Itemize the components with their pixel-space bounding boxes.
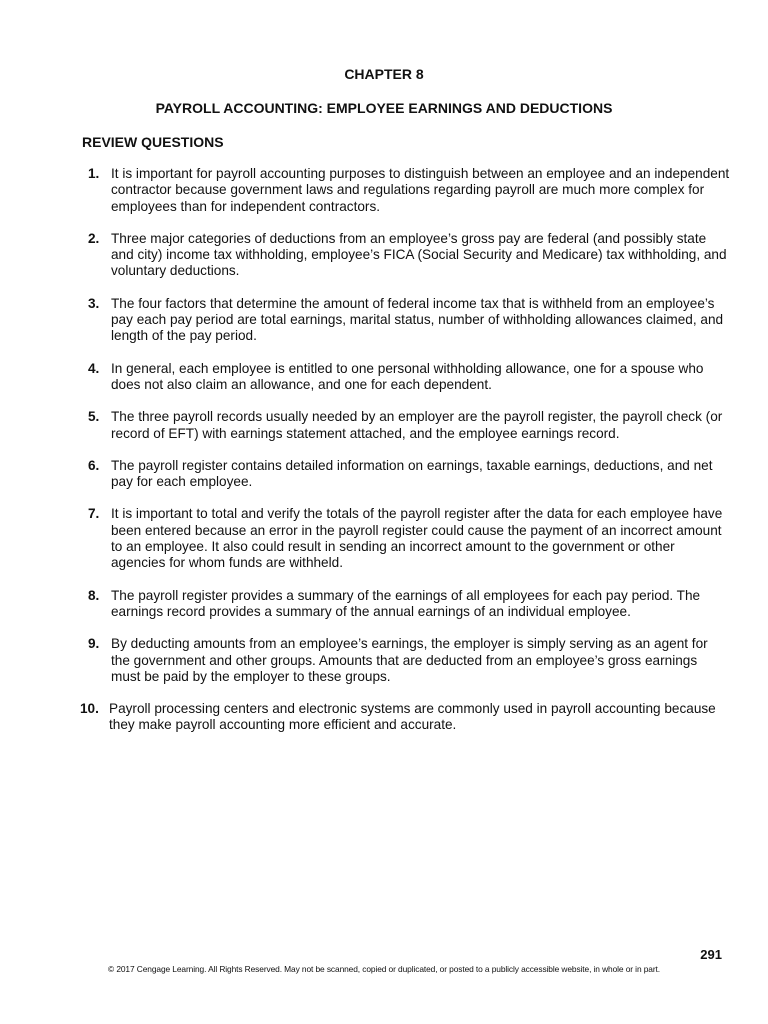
page-title: PAYROLL ACCOUNTING: EMPLOYEE EARNINGS AND DEDUCTIONS: [155, 100, 613, 116]
question-text: The four factors that determine the amount of federal income tax that is withheld from an employee’s pay each pay period are total earnings, marital status, number of withholding allowances claimed, and length of the pay period.: [111, 295, 724, 344]
question-text: It is important for payroll accounting purposes to distinguish between an employee and an independent contractor because government laws and regulations regarding payroll are much more complex for employees than for independent contractors.: [111, 166, 730, 214]
review-questions-list: [80, 166, 730, 750]
section-heading: REVIEW QUESTIONS: [82, 134, 224, 150]
question-text: In general, each employee is entitled to one personal withholding allowance, one for a spouse who does not also claim an allowance, and one for each dependent.: [111, 360, 704, 392]
question-text: The payroll register provides a summary of the earnings of all employees for each pay period. The earnings record provides a summary of the annual earnings of an individual employee.: [111, 587, 701, 619]
question-text: The three payroll records usually needed by an employer are the payroll register, the payroll check (or record of EFT) with earnings statement attached, and the employee earnings record.: [111, 409, 723, 441]
chapter-heading: CHAPTER 8: [344, 66, 424, 82]
question-text: The payroll register contains detailed information on earnings, taxable earnings, deductions, and net pay for each employee.: [111, 457, 713, 490]
review-question-7: [80, 506, 730, 571]
question-number: 6.: [88, 457, 100, 473]
review-question-5: [80, 409, 730, 442]
question-number: 7.: [88, 506, 100, 522]
question-text: Three major categories of deductions from an employee’s gross pay are federal (and possibly state and city) income tax withholding, employee’s FICA (Social Security and Medicare) tax withholding, and voluntary deductions.: [111, 230, 727, 279]
question-number: 9.: [88, 636, 100, 652]
question-number: 5.: [88, 409, 100, 425]
review-question-9: [80, 636, 730, 685]
question-text: By deducting amounts from an employee’s earnings, the employer is simply serving as an agent for the government and other groups. Amounts that are deducted from an employee’s gross earnings must be paid by the employer to these groups.: [111, 636, 708, 684]
question-number: 2.: [88, 230, 100, 246]
question-number: 3.: [88, 295, 100, 311]
review-question-4: [80, 361, 730, 394]
question-number: 10.: [80, 701, 99, 717]
review-question-8: [80, 588, 730, 621]
review-question-10: [80, 701, 730, 734]
question-number: 1.: [88, 166, 100, 181]
question-number: 4.: [88, 360, 100, 376]
review-question-2: [80, 231, 730, 280]
review-question-3: [80, 296, 730, 345]
review-question-1: [80, 166, 730, 215]
review-question-6: [80, 458, 730, 491]
question-number: 8.: [88, 587, 100, 603]
copyright-notice: © 2017 Cengage Learning. All Rights Reserved. May not be scanned, copied or duplicated, or posted to a publicly accessible website, in whole or in part.: [108, 964, 660, 974]
question-text: Payroll processing centers and electronic systems are commonly used in payroll accounting because they make payroll accounting more efficient and accurate.: [109, 701, 716, 733]
question-text: It is important to total and verify the totals of the payroll register after the data for each employee have been entered because an error in the payroll register could cause the payment of an incorrect amount to an employee. It also could result in sending an incorrect amount to the government or other agencies for whom funds are withheld.: [111, 506, 723, 571]
page-number: 291: [700, 947, 722, 962]
